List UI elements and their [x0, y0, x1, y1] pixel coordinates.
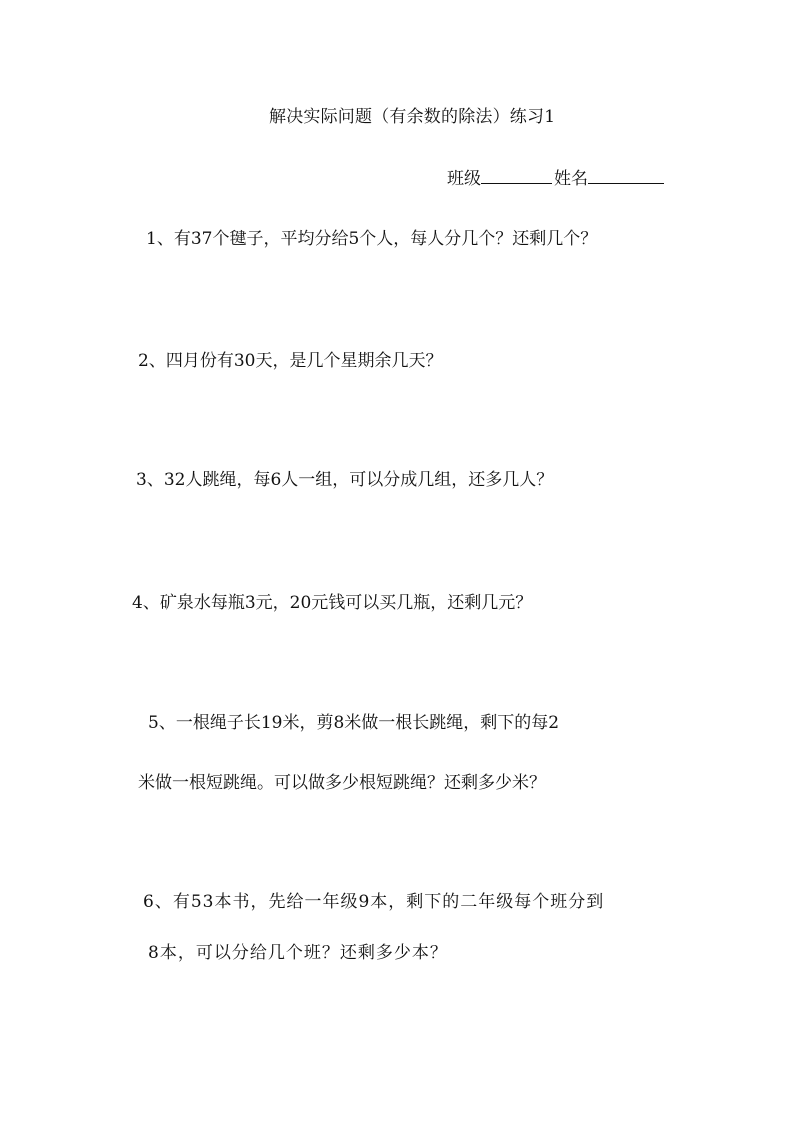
worksheet-title: 解决实际问题（有余数的除法）练习1 — [269, 107, 556, 127]
question-6-line-1: 6、有53本书，先给一年级9本，剩下的二年级每个班分到 — [143, 892, 605, 912]
name-label: 姓名 — [554, 169, 588, 189]
question-5-line-2: 米做一根短跳绳。可以做多少根短跳绳？还剩多少米？ — [138, 773, 546, 793]
question-1: 1、有37个毽子，平均分给5个人，每人分几个？还剩几个？ — [146, 229, 598, 249]
class-blank[interactable] — [481, 167, 552, 184]
question-2: 2、四月份有30天，是几个星期余几天？ — [138, 351, 443, 371]
student-info-line — [447, 167, 664, 190]
question-5-line-1: 5、一根绳子长19米，剪8米做一根长跳绳，剩下的每2 — [148, 713, 560, 733]
name-blank[interactable] — [588, 167, 664, 184]
question-4: 4、矿泉水每瓶3元，20元钱可以买几瓶，还剩几元？ — [132, 593, 533, 613]
question-3: 3、32人跳绳，每6人一组，可以分成几组，还多几人？ — [136, 470, 554, 490]
class-label: 班级 — [447, 169, 481, 189]
question-6-line-2: 8本，可以分给几个班？还剩多少本？ — [148, 943, 448, 963]
